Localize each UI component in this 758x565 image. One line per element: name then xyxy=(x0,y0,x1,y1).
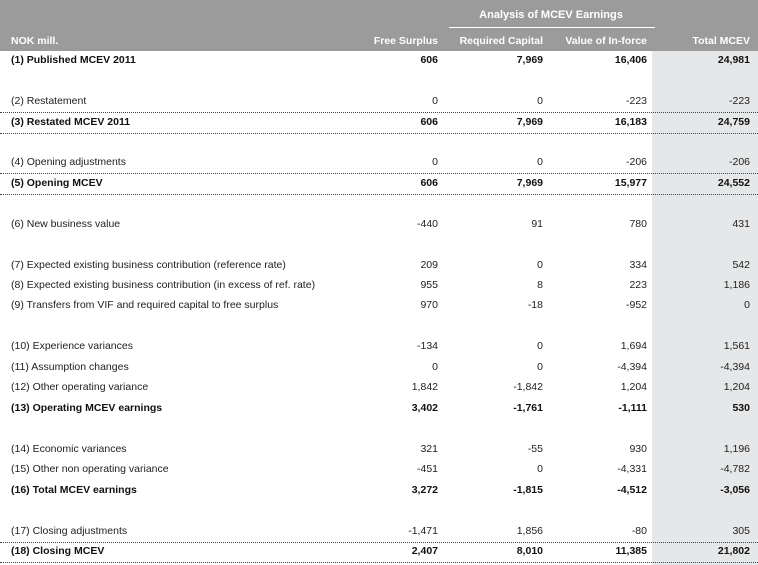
required-capital-cell: 0 xyxy=(537,361,543,373)
value-in-force-cell: -80 xyxy=(631,525,647,537)
required-capital-cell: -1,815 xyxy=(513,484,543,496)
total-mcev-cell: 305 xyxy=(732,525,750,537)
row-label: (10) Experience variances xyxy=(11,340,133,352)
required-capital-cell: 0 xyxy=(537,463,543,475)
free-surplus-cell: 0 xyxy=(432,95,438,107)
row-label: (18) Closing MCEV xyxy=(11,545,105,557)
table-row xyxy=(0,215,758,235)
value-in-force-cell: -952 xyxy=(625,299,647,311)
table-row xyxy=(0,92,758,113)
table-row xyxy=(0,542,758,563)
row-label: (11) Assumption changes xyxy=(11,361,129,373)
required-capital-cell: 0 xyxy=(537,156,543,168)
row-label: (15) Other non operating variance xyxy=(11,463,169,475)
total-mcev-cell: 1,186 xyxy=(723,279,750,291)
required-capital-cell: 7,969 xyxy=(516,177,543,189)
table-row xyxy=(0,399,758,419)
table-row xyxy=(0,113,758,134)
total-mcev-cell: 530 xyxy=(732,402,750,414)
row-label: (13) Operating MCEV earnings xyxy=(11,402,163,414)
table-row xyxy=(0,276,758,296)
value-in-force-cell: -4,331 xyxy=(617,463,647,475)
required-capital-cell: 0 xyxy=(537,259,543,271)
free-surplus-cell: 970 xyxy=(420,299,438,311)
total-mcev-cell: 431 xyxy=(732,218,750,230)
table-title: Analysis of MCEV Earnings xyxy=(479,9,623,21)
free-surplus-cell: 3,272 xyxy=(411,484,438,496)
table-row xyxy=(0,174,758,195)
free-surplus-cell: -1,471 xyxy=(408,525,438,537)
total-mcev-cell: -4,394 xyxy=(720,361,750,373)
value-in-force-cell: 15,977 xyxy=(614,177,647,189)
value-in-force-cell: 780 xyxy=(629,218,647,230)
table-row xyxy=(0,51,758,71)
required-capital-cell: -55 xyxy=(527,443,543,455)
free-surplus-cell: 2,407 xyxy=(411,545,438,557)
required-capital-cell: 7,969 xyxy=(516,54,543,66)
row-label: (6) New business value xyxy=(11,218,121,230)
required-capital-cell: -18 xyxy=(527,299,543,311)
row-label: (9) Transfers from VIF and required capital to free surplus xyxy=(11,299,279,311)
required-capital-cell: 7,969 xyxy=(516,116,543,128)
required-capital-cell: 8,010 xyxy=(516,545,543,557)
free-surplus-cell: 3,402 xyxy=(411,402,438,414)
row-label: (2) Restatement xyxy=(11,95,87,107)
row-label: (3) Restated MCEV 2011 xyxy=(11,116,131,128)
total-mcev-cell: 1,561 xyxy=(723,340,750,352)
table-row xyxy=(0,522,758,543)
value-in-force-cell: -223 xyxy=(625,95,647,107)
free-surplus-cell: -440 xyxy=(416,218,438,230)
free-surplus-cell: 955 xyxy=(420,279,438,291)
table-row xyxy=(0,378,758,398)
value-in-force-cell: 1,694 xyxy=(620,340,647,352)
value-in-force-cell: 334 xyxy=(629,259,647,271)
value-in-force-cell: -4,512 xyxy=(617,484,647,496)
row-label: (4) Opening adjustments xyxy=(11,156,126,168)
value-in-force-cell: -4,394 xyxy=(617,361,647,373)
total-mcev-cell: 1,204 xyxy=(723,381,750,393)
table-row xyxy=(0,481,758,501)
total-mcev-cell: 24,552 xyxy=(717,177,750,189)
header-required-capital: Required Capital xyxy=(459,35,543,47)
header-label: NOK mill. xyxy=(11,35,59,47)
free-surplus-cell: 0 xyxy=(432,361,438,373)
total-mcev-cell: 542 xyxy=(732,259,750,271)
value-in-force-cell: 1,204 xyxy=(620,381,647,393)
free-surplus-cell: 606 xyxy=(420,116,438,128)
value-in-force-cell: 223 xyxy=(629,279,647,291)
row-label: (5) Opening MCEV xyxy=(11,177,103,189)
table-row xyxy=(0,296,758,316)
free-surplus-cell: -451 xyxy=(416,463,438,475)
row-label: (12) Other operating variance xyxy=(11,381,149,393)
title-underline xyxy=(449,27,655,28)
total-mcev-cell: -206 xyxy=(728,156,750,168)
required-capital-cell: -1,842 xyxy=(513,381,543,393)
free-surplus-cell: 606 xyxy=(420,54,438,66)
table-row xyxy=(0,337,758,357)
value-in-force-cell: 16,183 xyxy=(614,116,647,128)
table-row xyxy=(0,256,758,276)
free-surplus-cell: 0 xyxy=(432,156,438,168)
total-mcev-cell: 21,802 xyxy=(717,545,750,557)
total-mcev-cell: -3,056 xyxy=(720,484,750,496)
header-free-surplus: Free Surplus xyxy=(373,35,438,47)
value-in-force-cell: 16,406 xyxy=(614,54,647,66)
row-label: (16) Total MCEV earnings xyxy=(11,484,137,496)
total-mcev-cell: -223 xyxy=(728,95,750,107)
total-mcev-cell: 0 xyxy=(744,299,750,311)
free-surplus-cell: -134 xyxy=(416,340,438,352)
row-label: (1) Published MCEV 2011 xyxy=(11,54,136,66)
total-mcev-cell: 24,981 xyxy=(717,54,750,66)
value-in-force-cell: -206 xyxy=(625,156,647,168)
row-label: (8) Expected existing business contribution (in excess of ref. rate) xyxy=(11,279,316,291)
value-in-force-cell: 930 xyxy=(629,443,647,455)
required-capital-cell: 0 xyxy=(537,95,543,107)
free-surplus-cell: 209 xyxy=(420,259,438,271)
row-label: (14) Economic variances xyxy=(11,443,127,455)
total-mcev-cell: 24,759 xyxy=(717,116,750,128)
free-surplus-cell: 321 xyxy=(420,443,438,455)
header-total-mcev: Total MCEV xyxy=(692,35,750,47)
row-label: (17) Closing adjustments xyxy=(11,525,128,537)
required-capital-cell: 91 xyxy=(531,218,543,230)
table-row xyxy=(0,358,758,378)
table-row xyxy=(0,440,758,460)
total-mcev-cell: 1,196 xyxy=(723,443,750,455)
required-capital-cell: 0 xyxy=(537,340,543,352)
value-in-force-cell: -1,111 xyxy=(618,402,647,414)
value-in-force-cell: 11,385 xyxy=(615,545,647,557)
row-label: (7) Expected existing business contribution (reference rate) xyxy=(11,259,286,271)
free-surplus-cell: 1,842 xyxy=(411,381,438,393)
table-row xyxy=(0,460,758,480)
free-surplus-cell: 606 xyxy=(420,177,438,189)
total-mcev-cell: -4,782 xyxy=(720,463,750,475)
required-capital-cell: 8 xyxy=(537,279,543,291)
table-row xyxy=(0,153,758,174)
required-capital-cell: -1,761 xyxy=(513,402,543,414)
required-capital-cell: 1,856 xyxy=(516,525,543,537)
header-value-in-force: Value of In-force xyxy=(565,35,647,47)
